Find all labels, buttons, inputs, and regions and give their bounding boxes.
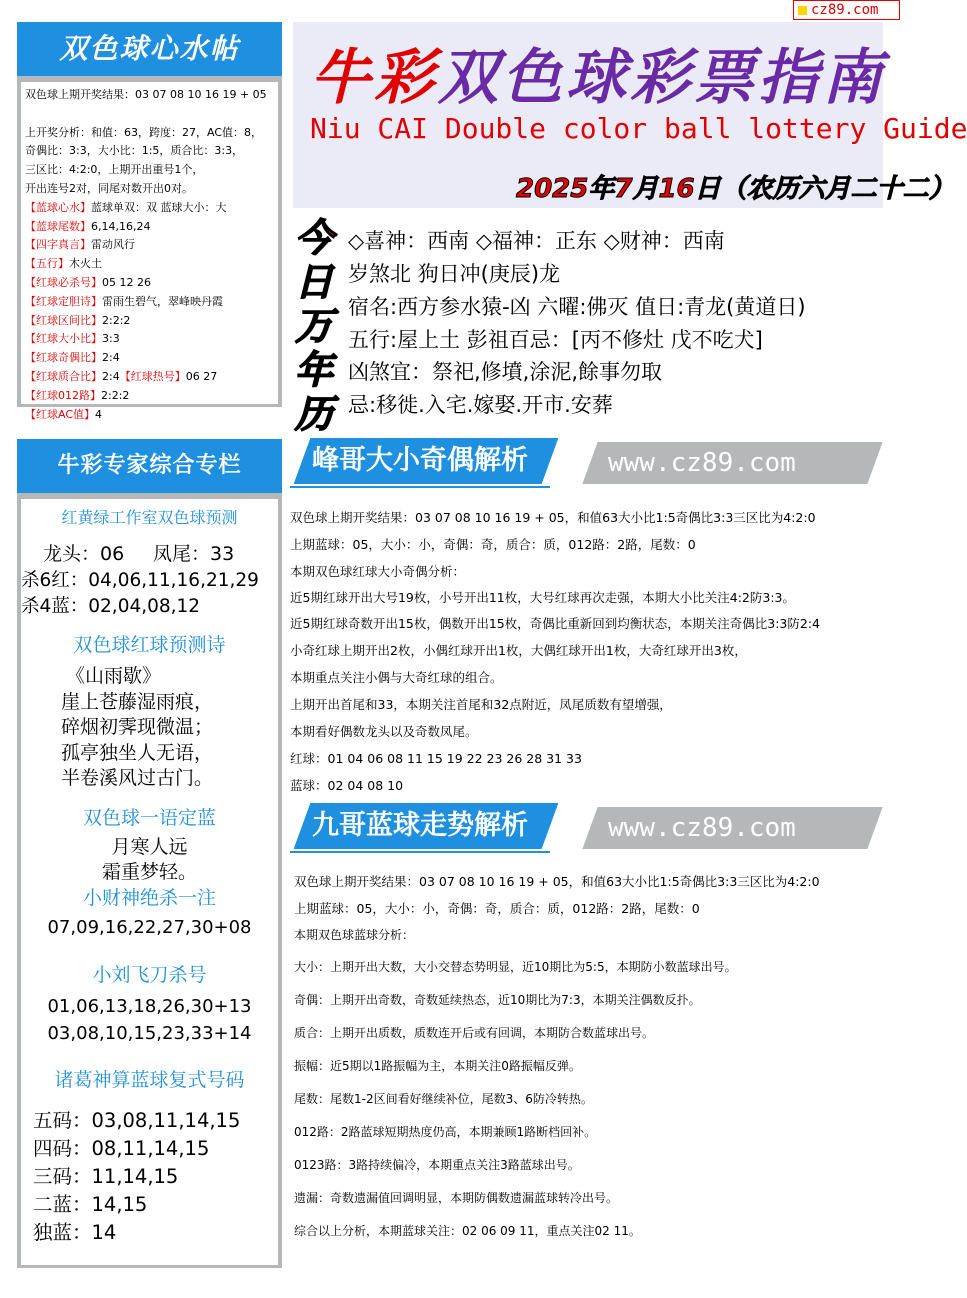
analysis-line: 三区比：4:2:0，上期开出重号1个，: [25, 163, 204, 177]
section1-line: 近5期红球开出大号19枚，小号开出11枚，大号红球再次走强，本期大小比关注4:2防3:3。: [290, 590, 796, 605]
poem-name: 《山雨歇》: [66, 665, 162, 687]
almanac-line: 岁煞北 狗日冲(庚辰)龙: [348, 262, 561, 286]
dragon-head: 龙头：06: [43, 543, 125, 565]
almanac-line: 忌:移徙.入宅.嫁娶.开市.安葬: [348, 393, 613, 417]
xlfd-line: 03,08,10,15,23,33+14: [47, 1023, 252, 1044]
analysis-line: 上开奖分析：和值：63，跨度：27，AC值：8，: [25, 125, 263, 139]
almanac-line: 宿名:西方参水猿-凶 六曜:佛灭 值日:青龙(黄道日): [348, 295, 806, 319]
expert-panel-body: [21, 499, 278, 1265]
site-badge[interactable]: [793, 0, 900, 20]
poem-line: 碎烟初霁现微温；: [61, 716, 214, 738]
section2-title: 九哥蓝球走势解析: [312, 810, 528, 841]
tip-line: 【红球必杀号】05 12 26: [25, 275, 151, 289]
section1-url[interactable]: www.cz89.com: [608, 448, 796, 478]
poem-title: 双色球红球预测诗: [73, 634, 226, 656]
section2-line: 上期蓝球：05，大小：小，奇偶：奇，质合：质，012路：2路，尾数：0: [294, 901, 700, 916]
xcs-title: 小财神绝杀一注: [82, 887, 216, 909]
section1-blue-numbers: 蓝球：02 04 08 10: [290, 778, 404, 793]
section1-line: 本期看好偶数龙头以及奇数凤尾。: [290, 724, 478, 739]
section1-underline: [290, 486, 550, 488]
almanac-char: 日: [294, 259, 333, 304]
section2-line: 012路：2路蓝球短期热度仍高，本期兼顾1路断档回补。: [294, 1125, 597, 1139]
zg-line: 二蓝：14,15: [33, 1193, 148, 1216]
tip-line: 【红球奇偶比】2:4: [25, 351, 120, 365]
tip-line: 【红球定胆诗】雷雨生碧气，翠峰映丹霞: [25, 294, 223, 308]
section2-line: 大小：上期开出大数，大小交替态势明显，近10期比为5:5，本期防小数蓝球出号。: [294, 960, 737, 974]
tip-line: 【红球大小比】3:3: [25, 332, 120, 346]
tip-line: 【蓝球心水】蓝球单双：双 蓝球大小：大: [25, 200, 227, 214]
spacer-line: [25, 105, 274, 124]
section1-title: 峰哥大小奇偶解析: [312, 445, 528, 476]
section2-banner: [290, 797, 890, 857]
section1-banner: [290, 432, 890, 492]
section2-line: 尾数：尾数1-2区间看好继续补位，尾数3、6防冷转热。: [294, 1092, 593, 1106]
almanac-line: ◇喜神：西南 ◇福神：正东 ◇财神：西南: [348, 229, 725, 253]
poem-line: 半卷溪风过古门。: [61, 767, 214, 789]
xcs-numbers: 07,09,16,22,27,30+08: [47, 917, 252, 938]
zg-title: 诸葛神算蓝球复式号码: [54, 1069, 245, 1091]
tip-line: 【五行】木火土: [25, 257, 102, 271]
almanac-char: 今: [294, 215, 333, 260]
zg-line: 五码：03,08,11,14,15: [33, 1109, 241, 1132]
one-phrase-line: 月寒人远: [111, 836, 188, 858]
tip-line: 【红球质合比】2:4【红球热号】06 27: [25, 369, 218, 383]
kill-red: 杀6红：04,06,11,16,21,29: [21, 570, 259, 591]
section2-line: 双色球上期开奖结果：03 07 08 10 16 19 + 05，和值63大小比1:5奇偶比3:3三区比为4:2:0: [294, 874, 820, 889]
zg-line: 三码：11,14,15: [33, 1165, 179, 1188]
left-panel-title: 双色球心水帖: [17, 22, 282, 76]
almanac-line: 凶煞宜：祭祀,修墳,涂泥,餘事勿取: [348, 360, 663, 384]
expert-panel-title: 牛彩专家综合专栏: [17, 439, 282, 493]
section1-line: 本期双色球红球大小奇偶分析：: [290, 564, 466, 579]
analysis-line: 开出连号2对，同尾对数开出0对。: [25, 181, 193, 195]
section1-line: 双色球上期开奖结果：03 07 08 10 16 19 + 05，和值63大小比1:5奇偶比3:3三区比为4:2:0: [290, 510, 816, 525]
tip-line: 【红球区间比】2:2:2: [25, 313, 131, 327]
left-panel-body: [21, 82, 278, 421]
poem-line: 孤亭独坐人无语，: [61, 742, 214, 764]
section2-line: 奇偶：上期开出奇数，奇数延续热态，近10期比为7:3，本期关注偶数反扑。: [294, 993, 701, 1007]
tip-line: 【四字真言】雷动风行: [25, 238, 135, 252]
one-phrase-line: 霜重梦轻。: [101, 861, 197, 883]
xlfd-title: 小刘飞刀杀号: [92, 964, 207, 986]
site-badge-text: cz89.com: [811, 2, 879, 18]
main-title: 牛彩双色球彩票指南: [310, 43, 886, 113]
section1-red-numbers: 红球：01 04 06 08 11 15 19 22 23 26 28 31 33: [290, 751, 582, 766]
prev-draw-line: 双色球上期开奖结果：03 07 08 10 16 19 + 05: [25, 88, 267, 101]
section1-line: 小奇红球上期开出2枚，小偶红球开出1枚，大偶红球开出1枚，大奇红球开出3枚，: [290, 643, 747, 658]
section2-underline: [290, 851, 550, 853]
section2-line: 振幅：近5期以1路振幅为主，本期关注0路振幅反弹。: [294, 1059, 581, 1073]
section2-line: 本期双色球蓝球分析：: [294, 928, 415, 942]
zg-line: 独蓝：14: [33, 1221, 117, 1244]
kill-blue: 杀4蓝：02,04,08,12: [21, 596, 201, 617]
zg-line: 四码：08,11,14,15: [33, 1137, 210, 1160]
section2-line: 0123路：3路持续偏冷，本期重点关注3路蓝球出号。: [294, 1158, 580, 1172]
section2-line: 质合：上期开出质数，质数连开后或有回调，本期防合数蓝球出号。: [294, 1026, 655, 1040]
almanac-char: 年: [294, 347, 333, 392]
section1-line: 近5期红球奇数开出15枚，偶数开出15枚，奇偶比重新回到均衡状态，本期关注奇偶比3:3防2:4: [290, 616, 821, 631]
almanac-line: 五行:屋上土 彭祖百忌：[丙不修灶 戊不吃犬]: [348, 328, 763, 352]
tip-line: 【蓝球尾数】6,14,16,24: [25, 219, 151, 233]
one-phrase-title: 双色球一语定蓝: [82, 807, 216, 829]
almanac-char: 万: [294, 303, 333, 348]
almanac-char: 历: [294, 391, 333, 436]
section1-line: 上期蓝球：05，大小：小，奇偶：奇，质合：质，012路：2路，尾数：0: [290, 537, 696, 552]
poem-line: 崖上苍藤湿雨痕，: [61, 691, 214, 713]
tip-line: 【红球AC值】4: [25, 407, 103, 421]
tip-line: 【红球012路】2:2:2: [25, 388, 130, 402]
almanac-vertical-title: [288, 216, 340, 436]
phoenix-tail: 凤尾：33: [153, 543, 235, 565]
studio-title: 红黄绿工作室双色球预测: [61, 508, 238, 527]
english-title: Niu CAI Double color ball lottery Guide: [310, 112, 967, 145]
section1-line: 本期重点关注小偶与大奇红球的组合。: [290, 670, 503, 685]
section2-line: 遗漏：奇数遗漏值回调明显，本期防偶数遗漏蓝球转冷出号。: [294, 1191, 619, 1205]
xlfd-line: 01,06,13,18,26,30+13: [47, 996, 252, 1017]
section2-line: 综合以上分析，本期蓝球关注：02 06 09 11，重点关注02 11。: [294, 1224, 641, 1238]
section1-line: 上期开出首尾和33，本期关注首尾和32点附近，凤尾质数有望增强，: [290, 697, 672, 712]
issue-date: 2025年7月16日（农历六月二十二）: [516, 174, 955, 204]
section2-url[interactable]: www.cz89.com: [608, 813, 796, 843]
analysis-line: 奇偶比：3:3，大小比：1:5，质合比：3:3，: [25, 144, 244, 158]
badge-square-icon: [798, 6, 807, 15]
